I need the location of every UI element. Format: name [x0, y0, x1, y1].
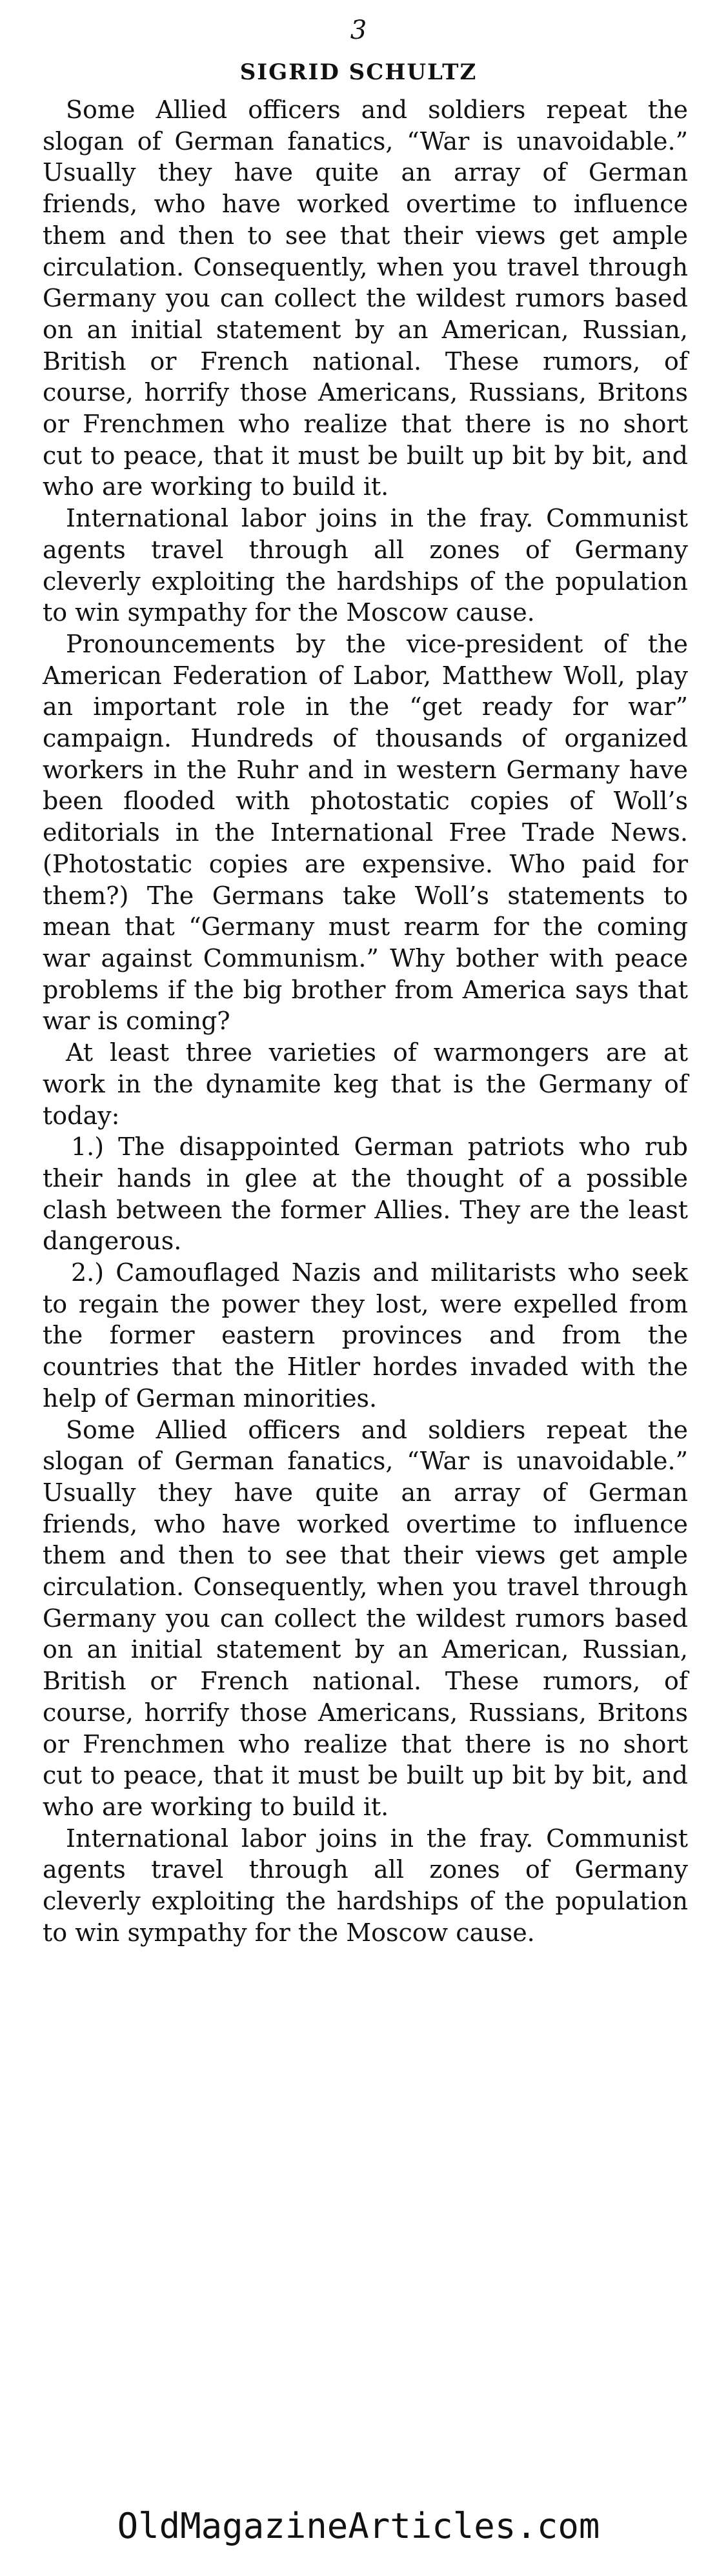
article-paragraph: International labor joins in the fray. Communist agents travel through all zones of Germany cleverly exploiting the hardships of the population to win sympathy for the Moscow cause. — [43, 1824, 688, 1947]
article-paragraph: Pronouncements by the vice-president of the American Federation of Labor, Matthew Woll, play an important role in the “get ready for war” campaign. Hundreds of thousands of organized workers in the Ruhr and in western Germany have been flooded with photostatic copies of Woll’s editorials in the International Free Trade News. (Photostatic copies are expensive. Who paid for them?) The Germans take Woll’s statements to mean that “Germany must rearm for the coming war against Communism.” Why bother with peace problems if the big brother from America says that war is coming? — [43, 629, 688, 1036]
site-watermark: OldMagazineArticles.com — [117, 2506, 600, 2546]
list-item: 1.) The disappointed German patriots who rub their hands in glee at the thought of a possible clash between the former Allies. They are the least dangerous. — [43, 1132, 688, 1256]
author-byline: SIGRID SCHULTZ — [239, 59, 478, 85]
article-paragraph: Some Allied officers and soldiers repeat the slogan of German fanatics, “War is unavoidable.” Usually they have quite an array of German friends, who have worked overtime to influence them and then to see that their views get ample circulation. Consequently, when you travel through Germany you can collect the wildest rumors based on an initial statement by an American, Russian, British or French national. These rumors, of course, horrify those Americans, Russians, Britons or Frenchmen who realize that there is no short cut to peace, that it must be built up bit by bit, and who are working to build it. — [43, 1415, 688, 1821]
list-item: 2.) Camouflaged Nazis and militarists who seek to regain the power they lost, were expelled from the former eastern provinces and from the countries that the Hitler hordes invaded with the help of German minorities. — [43, 1258, 688, 1413]
article-paragraph: At least three varieties of warmongers are at work in the dynamite keg that is the Germany of today: — [43, 1038, 688, 1130]
page-number: 3 — [350, 15, 367, 45]
article-paragraph: Some Allied officers and soldiers repeat the slogan of German fanatics, “War is unavoidable.” Usually they have quite an array of German friends, who have worked overtime to influence them and then to see that their views get ample circulation. Consequently, when you travel through Germany you can collect the wildest rumors based on an initial statement by an American, Russian, British or French national. These rumors, of course, horrify those Americans, Russians, Britons or Frenchmen who realize that there is no short cut to peace, that it must be built up bit by bit, and who are working to build it. — [43, 96, 688, 501]
article-paragraph: International labor joins in the fray. Communist agents travel through all zones of Germany cleverly exploiting the hardships of the population to win sympathy for the Moscow cause. — [43, 504, 688, 627]
article-body — [43, 94, 688, 1948]
